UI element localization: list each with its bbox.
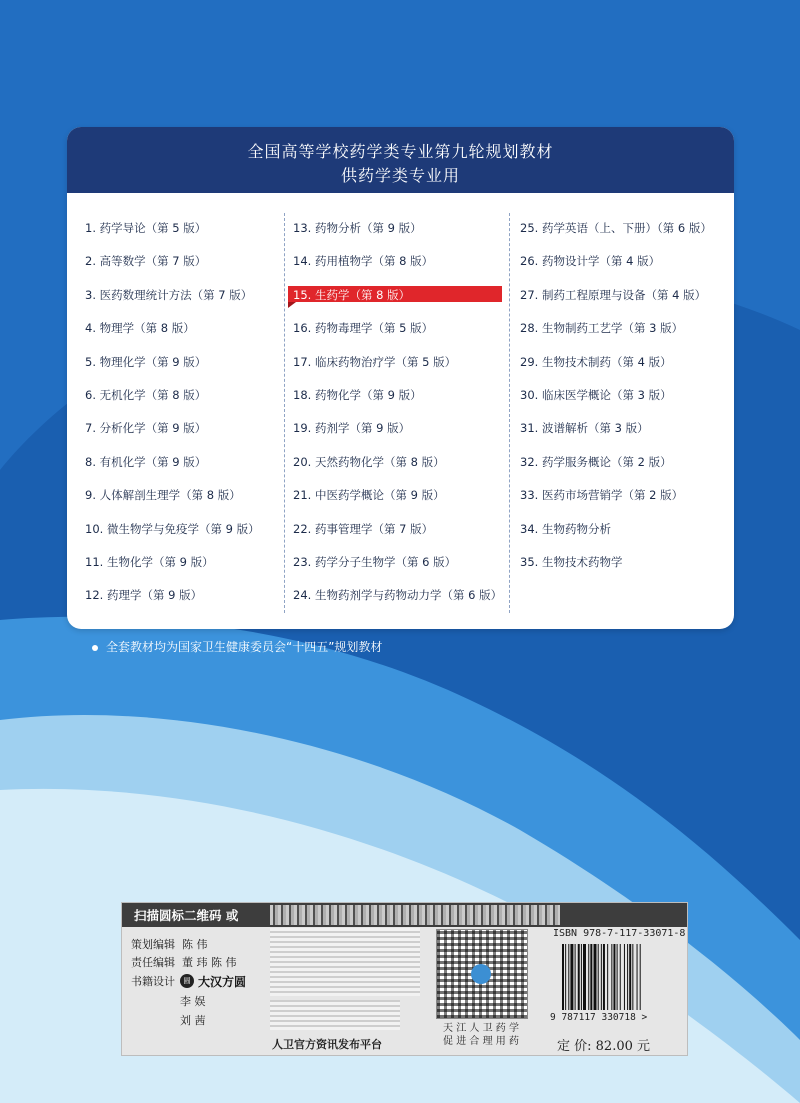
barcode-bar <box>603 944 605 1010</box>
textbook-item: 20. 天然药物化学（第 8 版） <box>293 454 445 469</box>
textbook-item: 4. 物理学（第 8 版） <box>85 321 195 336</box>
textbook-item: 12. 药理学（第 9 版） <box>85 588 203 603</box>
watermarked-area <box>270 1000 400 1030</box>
qr-caption: 天 江 人 卫 药 学 促 进 合 理 用 药 <box>443 1023 519 1047</box>
series-subtitle: 供药学类专业用 <box>340 166 460 185</box>
textbook-item: 29. 生物技术制药（第 4 版） <box>520 354 672 369</box>
barcode-bar <box>594 944 597 1010</box>
credit-book-design: 书籍设计 <box>131 975 175 988</box>
barcode-bar <box>607 944 608 1010</box>
textbook-item: 25. 药学英语（上、下册）（第 6 版） <box>520 221 712 235</box>
barcode-bar <box>562 944 564 1010</box>
textbook-item: 5. 物理化学（第 9 版） <box>85 354 207 369</box>
barcode-bar <box>632 944 633 1010</box>
barcode-bar <box>601 944 602 1010</box>
barcode-bar <box>617 944 618 1010</box>
scan-banner <box>122 903 687 927</box>
barcode-bar <box>575 944 576 1010</box>
barcode-bar <box>611 944 612 1010</box>
textbook-item: 26. 药物设计学（第 4 版） <box>520 254 661 269</box>
barcode-bar <box>624 944 625 1010</box>
credit-planning-editor: 策划编辑 陈 伟 <box>131 938 208 951</box>
textbook-item: 23. 药学分子生物学（第 6 版） <box>293 555 457 569</box>
textbook-item: 17. 临床药物治疗学（第 5 版） <box>293 354 457 369</box>
barcode-number: 9 787117 330718 > <box>550 1012 648 1023</box>
barcode-bar <box>581 944 582 1010</box>
price: 定 价: 82.00 元 <box>557 1039 651 1054</box>
barcode-bar <box>590 944 592 1010</box>
barcode-bar <box>613 944 615 1010</box>
textbook-item: 19. 药剂学（第 9 版） <box>293 421 411 436</box>
textbook-list-card <box>67 127 734 629</box>
textbook-item: 28. 生物制药工艺学（第 3 版） <box>520 321 684 336</box>
textbook-item: 24. 生物药剂学与药物动力学（第 6 版） <box>293 588 503 603</box>
designer-name: 刘 茜 <box>180 1014 206 1027</box>
barcode-bar <box>629 944 631 1010</box>
textbook-item: 9. 人体解剖生理学（第 8 版） <box>85 488 241 503</box>
isbn-barcode <box>562 944 672 1010</box>
obscured-banner-text <box>270 905 560 925</box>
textbook-item: 11. 生物化学（第 9 版） <box>85 555 214 569</box>
design-studio-name: 大汉方圆 <box>198 975 247 989</box>
isbn-text: ISBN 978-7-117-33071-8 <box>553 928 686 939</box>
textbook-item: 1. 药学导论（第 5 版） <box>85 221 207 235</box>
textbook-item: 33. 医药市场营销学（第 2 版） <box>520 488 684 503</box>
textbook-item: 18. 药物化学（第 9 版） <box>293 388 422 402</box>
series-title: 全国高等学校药学类专业第九轮规划教材 <box>247 142 554 161</box>
textbook-item: 7. 分析化学（第 9 版） <box>85 421 207 436</box>
barcode-bar <box>627 944 628 1010</box>
barcode-bar <box>568 944 569 1010</box>
barcode-bar <box>588 944 589 1010</box>
textbook-item: 31. 波谱解析（第 3 版） <box>520 421 649 436</box>
qr-center-logo-icon <box>471 964 491 984</box>
barcode-bar <box>565 944 566 1010</box>
textbook-item: 10. 微生物学与免疫学（第 9 版） <box>85 521 260 536</box>
watermarked-area <box>270 928 420 996</box>
barcode-bar <box>598 944 599 1010</box>
column-divider <box>284 213 285 613</box>
textbook-item: 14. 药用植物学（第 8 版） <box>293 254 434 269</box>
textbook-item: 35. 生物技术药物学 <box>520 555 623 569</box>
textbook-item: 21. 中医药学概论（第 9 版） <box>293 488 445 503</box>
textbook-item: 8. 有机化学（第 9 版） <box>85 454 207 469</box>
textbook-item: 2. 高等数学（第 7 版） <box>85 254 207 269</box>
footnote-text: 全套教材均为国家卫生健康委员会“十四五”规划教材 <box>106 640 383 654</box>
bullet-icon <box>92 645 98 651</box>
textbook-item: 3. 医药数理统计方法（第 7 版） <box>85 287 253 302</box>
footnote <box>92 638 382 655</box>
studio-logo-icon: 圆 <box>180 974 194 988</box>
card-header <box>67 127 734 193</box>
barcode-bar <box>583 944 586 1010</box>
platform-label: 人卫官方资讯发布平台 <box>272 1038 382 1051</box>
barcode-bar <box>637 944 638 1010</box>
textbook-item: 22. 药事管理学（第 7 版） <box>293 521 434 536</box>
column-divider <box>509 213 510 613</box>
credit-responsible-editor: 责任编辑 董 玮 陈 伟 <box>131 956 237 969</box>
textbook-item: 13. 药物分析（第 9 版） <box>293 221 422 235</box>
barcode-bar <box>578 944 580 1010</box>
textbook-item: 15. 生药学（第 8 版） <box>293 287 411 302</box>
textbook-item: 30. 临床医学概论（第 3 版） <box>520 388 672 402</box>
qr-code[interactable] <box>436 929 528 1019</box>
textbook-item: 32. 药学服务概论（第 2 版） <box>520 454 672 469</box>
barcode-bar <box>620 944 621 1010</box>
textbook-item: 16. 药物毒理学（第 5 版） <box>293 321 434 336</box>
textbook-item: 6. 无机化学（第 8 版） <box>85 388 207 402</box>
textbook-item: 34. 生物药物分析 <box>520 521 611 536</box>
barcode-bar <box>570 944 573 1010</box>
barcode-bar <box>640 944 641 1010</box>
textbook-item: 27. 制药工程原理与设备（第 4 版） <box>520 287 707 302</box>
scan-instruction: 扫描圆标二维码 或 <box>134 908 239 923</box>
designer-name: 李 娱 <box>180 995 206 1008</box>
